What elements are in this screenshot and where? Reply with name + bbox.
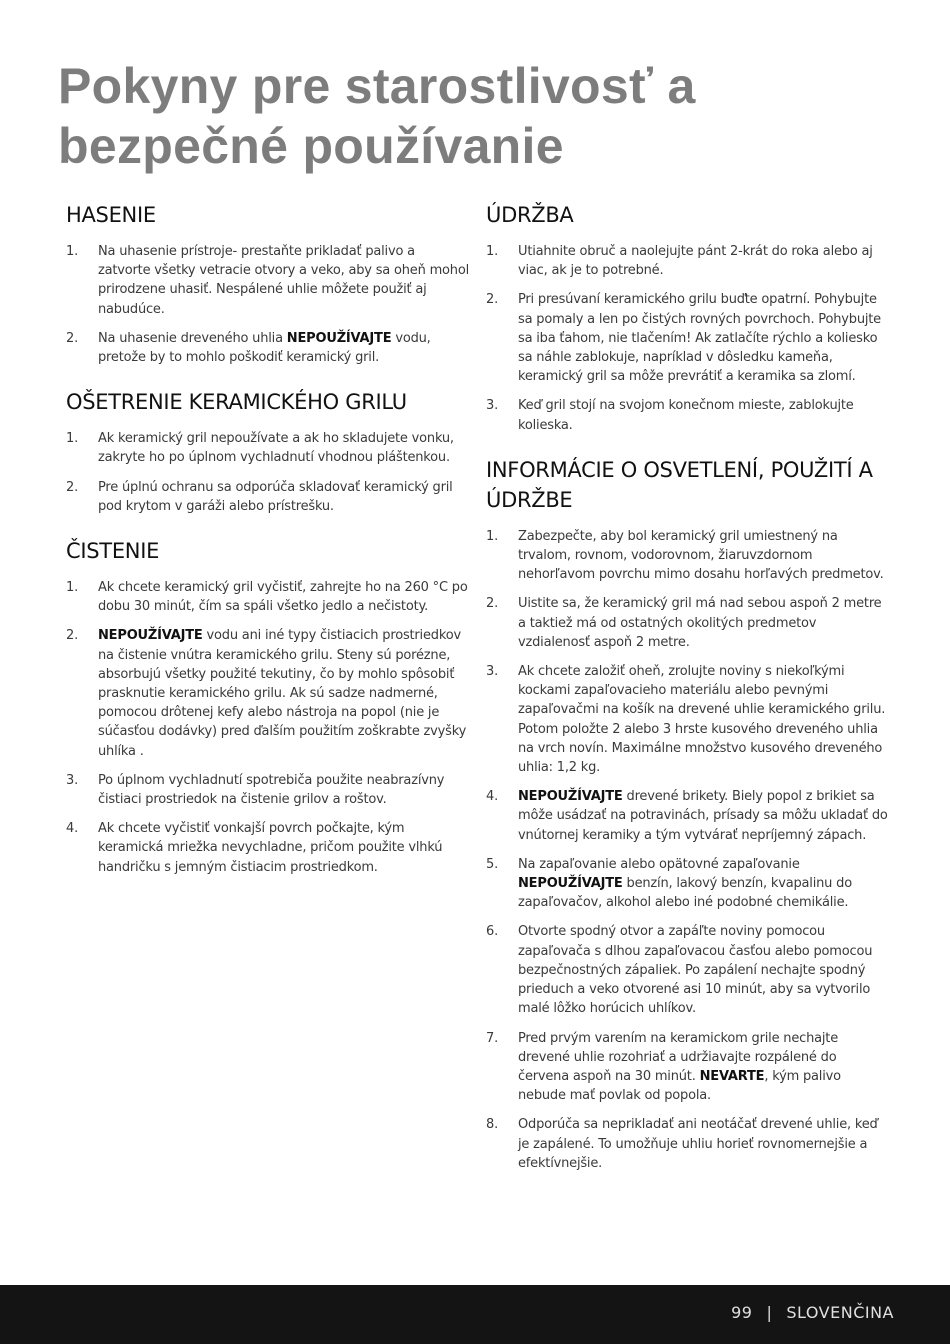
item-text: vodu ani iné typy čistiacich prostriedkov na čistenie vnútra keramického grilu. Steny sú porézne, absorbujú všetky použité tekutiny, čo by mohlo spôsobiť prasknutie keramického grilu. Ak sú sadze nadmerné, pomocou drôtenej kefy alebo nástroja na popol (nie je súčasťou dodávky) pred ďalším použitím zoškrabte zvyšky uhlíka . <box>98 628 467 759</box>
warning-keyword: NEPOUŽÍVAJTE <box>98 628 203 644</box>
item-text: Zabezpečte, aby bol keramický gril umiestnený na trvalom, rovnom, vodorovnom, žiaruvzdornom nehorľavom povrchu mimo dosahu horľavých predmetov. <box>518 528 884 583</box>
item-text: Pred prvým varením na keramickom grile nechajte drevené uhlie rozohriať a udržiavajte rozpálené do červena aspoň na 30 minút. <box>518 1030 838 1084</box>
section-hasenie <box>66 200 471 367</box>
section-osetrenie-keramickeho-grilu <box>66 387 471 516</box>
item-number: 6. <box>486 924 499 940</box>
list-item <box>486 662 891 777</box>
item-text: Odporúča sa neprikladať ani neotáčať drevené uhlie, keď je zapálené. To umožňuje uhliu horieť rovnomernejšie a efektívnejšie. <box>518 1117 878 1171</box>
item-text: Ak chcete vyčistiť vonkajší povrch počkajte, kým keramická mriežka nevychladne, pričom použite vlhkú handričku s jemným čistiacim prostriedkom. <box>98 821 443 875</box>
item-text: Pri presúvaní keramického grilu buďte opatrní. Pohybujte sa pomaly a len po čistých rovných povrchoch. Pohybujte sa iba ťahom, nie tlačením! Ak zatlačíte rýchlo a koliesko sa náhle zablokuje, napríklad v dôsledku kameňa, keramický gril sa môže prevrátiť a keramika sa zlomí. <box>518 292 881 385</box>
instruction-list <box>66 429 471 516</box>
item-number: 2. <box>66 330 79 346</box>
item-number: 1. <box>66 580 79 596</box>
section-cistenie <box>66 536 471 877</box>
item-text: Utiahnite obruč a naolejujte pánt 2-krát do roka alebo aj viac, ak je to potrebné. <box>518 244 873 279</box>
list-item <box>66 771 471 809</box>
list-item <box>486 922 891 1018</box>
item-number: 5. <box>486 856 499 872</box>
instruction-list <box>486 242 891 435</box>
footer-separator: | <box>766 1303 773 1322</box>
item-text: Na uhasenie dreveného uhlia <box>98 330 287 346</box>
footer-language: SLOVENČINA <box>786 1303 894 1322</box>
item-number: 7. <box>486 1030 499 1046</box>
warning-keyword: NEPOUŽÍVAJTE <box>518 876 623 892</box>
item-number: 4. <box>486 789 499 805</box>
item-number: 2. <box>486 292 499 308</box>
list-item <box>486 594 891 652</box>
list-item <box>66 626 471 760</box>
list-item <box>486 396 891 434</box>
list-item <box>486 242 891 280</box>
item-number: 2. <box>66 479 79 495</box>
item-number: 4. <box>66 821 79 837</box>
warning-keyword: NEPOUŽÍVAJTE <box>286 330 392 346</box>
section-heading: ÚDRŽBA <box>486 203 574 227</box>
instruction-list <box>486 527 891 1173</box>
item-text: , kým palivo nebude mať povlak od popola. <box>518 1068 841 1104</box>
page-number: 99 <box>731 1303 753 1322</box>
list-item <box>486 527 891 585</box>
item-number: 3. <box>486 664 499 680</box>
item-text: Po úplnom vychladnutí spotrebiča použite neabrazívny čistiaci prostriedok na čistenie grilov a roštov. <box>98 772 445 808</box>
list-item <box>486 855 891 913</box>
section-informacie-o-osvetleni-pouziti-a-udrzbe <box>486 455 891 1173</box>
section-udrzba <box>486 200 891 435</box>
item-text: benzín, lakový benzín, kvapalinu do zapaľovačov, alkohol alebo iné podobné chemikálie. <box>518 876 852 911</box>
list-item <box>66 478 471 516</box>
list-item <box>486 1115 891 1173</box>
item-number: 8. <box>486 1117 499 1133</box>
instruction-list <box>66 242 471 367</box>
right-column <box>486 200 891 1193</box>
item-number: 2. <box>66 628 79 644</box>
item-text: Otvorte spodný otvor a zapáľte noviny pomocou zapaľovača s dlhou zapaľovacou časťou alebo pomocou bezpečnostných zápaliek. Po zapálení nechajte spodný prieduch a veko otvorené asi 10 minút, aby sa vytvorilo malé lôžko horúcich uhlíkov. <box>518 924 873 1017</box>
section-heading: ČISTENIE <box>66 539 160 564</box>
instruction-list <box>66 578 471 877</box>
page-footer <box>0 1285 950 1344</box>
item-number: 3. <box>486 398 499 414</box>
section-heading: HASENIE <box>66 203 156 227</box>
warning-keyword: NEVARTE <box>699 1068 765 1084</box>
list-item <box>486 787 891 845</box>
item-text: Ak chcete založiť oheň, zrolujte noviny s niekoľkými kockami zapaľovacieho materiálu alebo pevnými zapaľovačmi na košík na drevené uhlie keramického grilu. Potom položte 2 alebo 3 hrste kusového dreveného uhlia na vrch novín. Maximálne množstvo kusového dreveného uhlia: 1,2 kg. <box>518 664 886 776</box>
list-item <box>66 819 471 877</box>
item-number: 1. <box>66 431 79 447</box>
list-item <box>66 242 471 319</box>
item-number: 2. <box>486 596 499 612</box>
warning-keyword: NEPOUŽÍVAJTE <box>518 789 623 805</box>
list-item <box>486 290 891 386</box>
item-number: 3. <box>66 772 79 788</box>
item-text: vodu, pretože by to mohlo poškodiť keramický gril. <box>98 330 431 366</box>
page-title: Pokyny pre starostlivosť a bezpečné používanie <box>58 58 696 174</box>
item-text: Pre úplnú ochranu sa odporúča skladovať keramický gril pod krytom v garáži alebo prístrešku. <box>98 479 453 514</box>
list-item <box>66 329 471 367</box>
item-text: Na uhasenie prístroje- prestaňte prikladať palivo a zatvorte všetky vetracie otvory a veko, aby sa oheň mohol prirodzene uhasiť. Nespálené uhlie môžete použiť aj nabudúce. <box>98 244 469 317</box>
section-heading: INFORMÁCIE O OSVETLENÍ, POUŽITÍ A ÚDRŽBE <box>486 457 873 512</box>
list-item <box>66 578 471 616</box>
list-item <box>66 429 471 467</box>
item-number: 1. <box>486 244 499 259</box>
item-number: 1. <box>486 528 499 544</box>
item-text: Keď gril stojí na svojom konečnom mieste, zablokujte kolieska. <box>518 398 854 433</box>
left-column <box>66 200 471 897</box>
list-item <box>486 1029 891 1106</box>
item-text: drevené brikety. Biely popol z brikiet sa môže usádzať na potravinách, prísady sa môžu ukladať do vnútornej keramiky a tým vytvárať nepríjemný zápach. <box>518 789 888 843</box>
footer-page-info <box>731 1303 894 1323</box>
item-text: Uistite sa, že keramický gril má nad sebou aspoň 2 metre a taktiež má od ostatných okolitých predmetov vzdialenosť aspoň 2 metre. <box>518 596 882 650</box>
item-number: 1. <box>66 244 79 259</box>
section-heading: OŠETRENIE KERAMICKÉHO GRILU <box>66 390 407 415</box>
item-text: Ak chcete keramický gril vyčistiť, zahrejte ho na 260 °C po dobu 30 minút, čím sa spáli všetko jedlo a nečistoty. <box>98 580 468 615</box>
item-text: Na zapaľovanie alebo opätovné zapaľovanie <box>518 856 800 872</box>
item-text: Ak keramický gril nepoužívate a ak ho skladujete vonku, zakryte ho po úplnom vychladnutí vhodnou pláštenkou. <box>98 431 454 466</box>
